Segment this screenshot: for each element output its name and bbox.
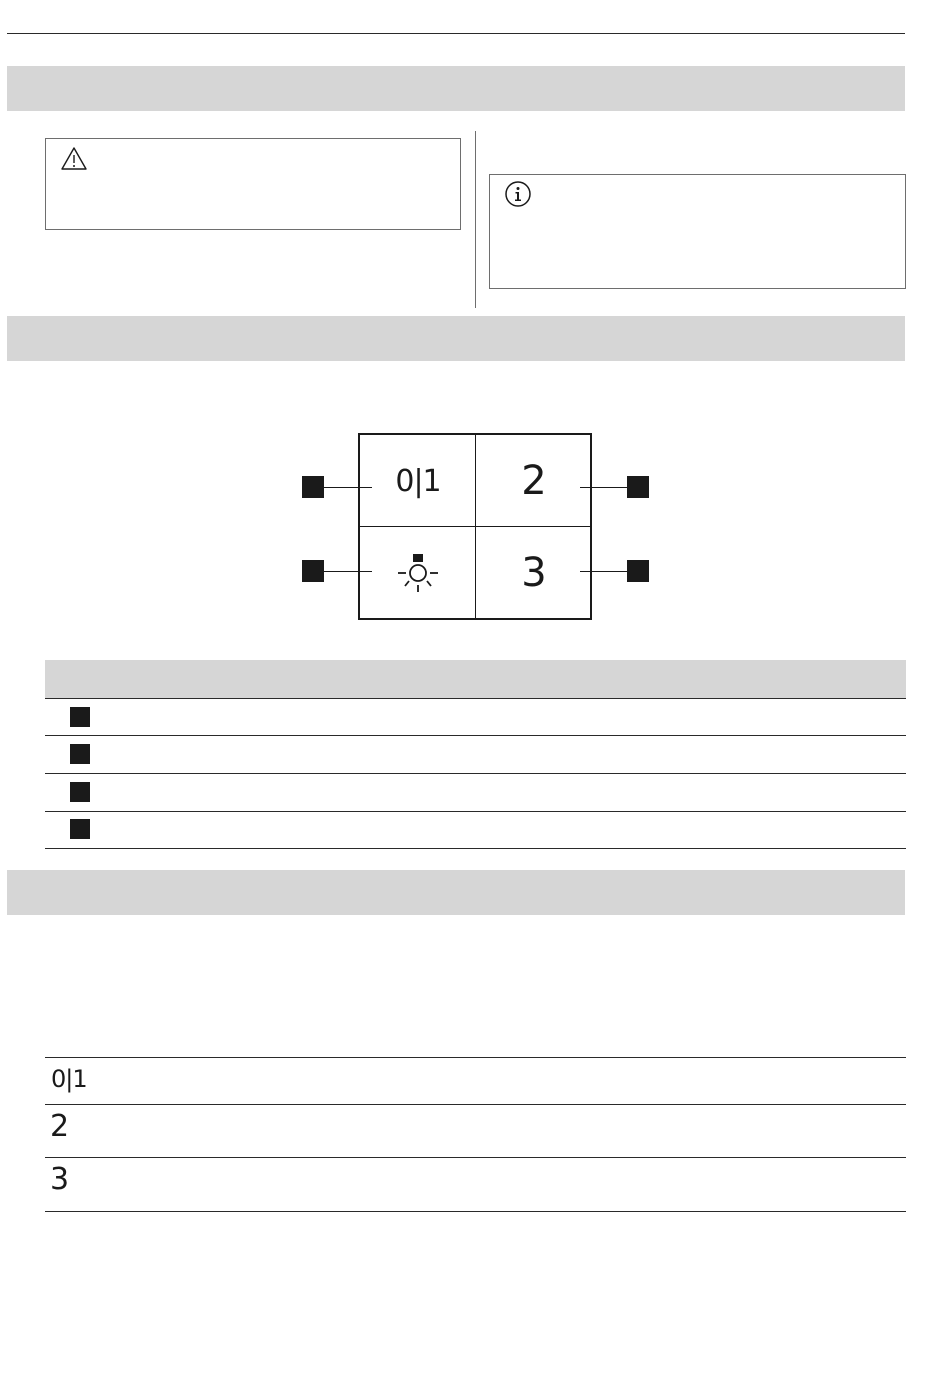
leader-line-top-right bbox=[580, 487, 627, 488]
info-circle-icon bbox=[504, 180, 532, 208]
key-speed-3[interactable] bbox=[476, 527, 592, 619]
warning-triangle-icon bbox=[60, 146, 88, 172]
key-speed-3-label: 3 bbox=[521, 550, 547, 596]
symbol-speed-2: 2 bbox=[50, 1109, 70, 1144]
key-speed-2-label: 2 bbox=[521, 458, 547, 504]
key-light[interactable] bbox=[360, 527, 476, 619]
legend-row-marker bbox=[70, 819, 90, 839]
table-rule bbox=[45, 735, 906, 736]
table-rule bbox=[45, 773, 906, 774]
symbol-on-off: 0|1 bbox=[51, 1065, 87, 1093]
table-rule bbox=[45, 848, 906, 849]
key-speed-2[interactable] bbox=[476, 435, 592, 527]
callout-marker-bottom-right bbox=[627, 560, 649, 582]
table-rule bbox=[45, 1057, 906, 1058]
section-header-band-3 bbox=[7, 870, 905, 915]
page-top-rule bbox=[7, 33, 905, 34]
key-on-off[interactable] bbox=[360, 435, 476, 527]
legend-table bbox=[45, 660, 906, 850]
leader-line-top-left bbox=[324, 487, 372, 488]
warning-box bbox=[45, 138, 461, 230]
callout-marker-top-left bbox=[302, 476, 324, 498]
section-header-band-1 bbox=[7, 66, 905, 111]
light-bulb-icon bbox=[396, 553, 440, 593]
leader-line-bottom-left bbox=[324, 571, 372, 572]
control-panel-diagram bbox=[358, 433, 592, 620]
column-separator bbox=[475, 131, 476, 308]
section-header-band-2 bbox=[7, 316, 905, 361]
table-rule bbox=[45, 1157, 906, 1158]
table-rule bbox=[45, 811, 906, 812]
callout-marker-bottom-left bbox=[302, 560, 324, 582]
callout-marker-top-right bbox=[627, 476, 649, 498]
legend-table-header bbox=[45, 660, 906, 698]
symbols-table bbox=[45, 1057, 906, 1213]
symbol-speed-3: 3 bbox=[50, 1162, 70, 1197]
table-rule bbox=[45, 1104, 906, 1105]
table-rule bbox=[45, 1211, 906, 1212]
key-on-off-label: 0|1 bbox=[395, 463, 441, 499]
legend-row-marker bbox=[70, 744, 90, 764]
legend-row-marker bbox=[70, 707, 90, 727]
leader-line-bottom-right bbox=[580, 571, 627, 572]
legend-row-marker bbox=[70, 782, 90, 802]
table-rule bbox=[45, 698, 906, 699]
info-box bbox=[489, 174, 906, 289]
